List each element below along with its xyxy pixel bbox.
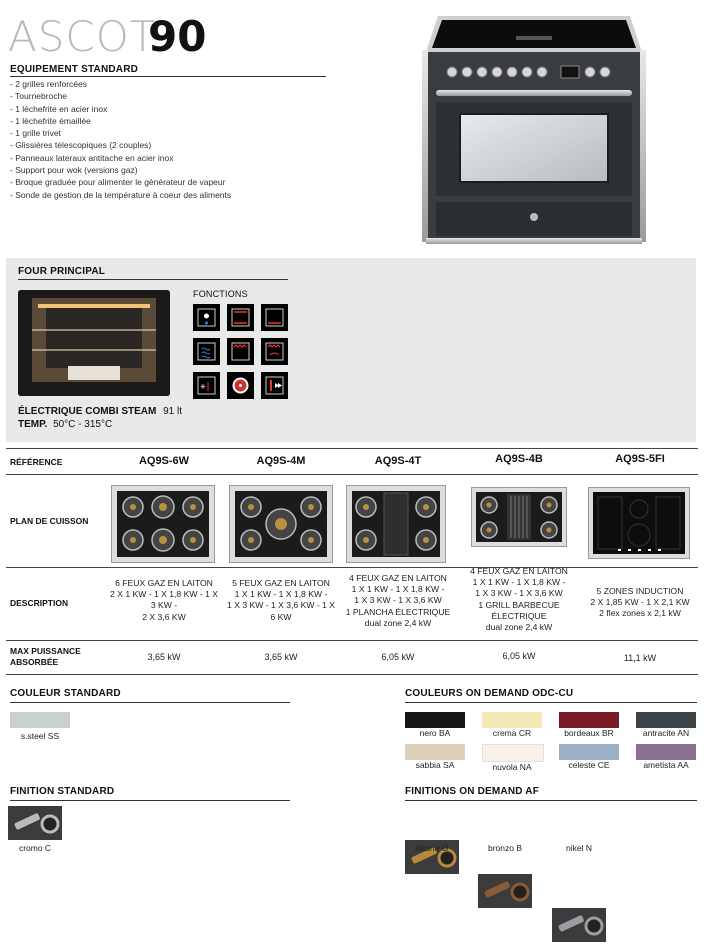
color-swatch-ss	[10, 712, 70, 728]
finish-label: ottone O	[415, 843, 449, 853]
oven-capacity: 91 lt	[163, 406, 183, 417]
description-col-4	[459, 566, 579, 633]
steam-icon	[193, 338, 220, 365]
color-label: nero BA	[419, 728, 451, 738]
temp-label: TEMP.	[18, 419, 48, 430]
equipment-item: - 1 lèchefrite en acier inox	[10, 103, 108, 114]
color-swatch	[559, 712, 619, 728]
hob-image-1	[111, 485, 215, 563]
color-option	[405, 744, 465, 772]
top-heat-icon	[227, 304, 254, 331]
desc-line: 6 FEUX GAZ EN LAITON	[115, 578, 213, 588]
power-col-2: 3,65 kW	[264, 652, 298, 662]
demand-finish-heading: FINITIONS ON DEMAND AF	[405, 786, 697, 801]
temp-value: 50°C - 315°C	[53, 419, 113, 430]
desc-line: 1 GRILL BARBECUE	[478, 599, 560, 610]
color-swatch	[482, 744, 544, 762]
model-size: 90	[148, 12, 207, 61]
functions-grid	[193, 304, 288, 399]
functions-label: FONCTIONS	[193, 289, 248, 299]
row-label-reference: RÉFÉRENCE	[10, 457, 63, 467]
main-oven-heading: FOUR PRINCIPAL	[18, 266, 288, 280]
knob-finish-image	[552, 908, 606, 942]
description-col-5	[580, 586, 700, 620]
desc-line: 6 KW	[270, 611, 292, 622]
color-label: sabbia SA	[415, 760, 455, 770]
hob-image-3	[346, 485, 446, 563]
range-cooker-image	[416, 6, 652, 248]
svg-text:✳: ✳	[200, 383, 206, 391]
probe-fast-icon	[261, 372, 288, 399]
color-option	[482, 744, 542, 772]
color-swatch	[636, 744, 696, 760]
color-label: bordeaux BR	[564, 728, 614, 738]
defrost-icon	[193, 372, 220, 399]
equipment-item: - Support pour wok (versions gaz)	[10, 165, 138, 176]
demand-colors-grid	[405, 712, 699, 772]
table-rule	[6, 674, 698, 675]
ref-col-1: AQ9S-6W	[138, 455, 190, 467]
description-col-3	[338, 573, 458, 629]
oven-temp-line	[18, 419, 112, 430]
ref-col-4: AQ9S-4B	[495, 453, 543, 465]
equipment-item: - Tournebroche	[10, 91, 68, 102]
ref-col-3: AQ9S-4T	[374, 455, 422, 467]
desc-line: 5 FEUX GAZ EN LAITON	[232, 578, 330, 588]
hob-image-2	[229, 485, 333, 563]
row-label-power: MAX PUISSANCE ABSORBÉE	[10, 646, 81, 667]
table-rule	[6, 448, 698, 449]
oven-type-line	[18, 406, 182, 417]
power-col-1: 3,65 kW	[147, 652, 181, 662]
color-option	[559, 744, 619, 772]
desc-line: 3 KW -	[150, 600, 178, 611]
desc-line: 2 flex zones x 2,1 kW	[599, 608, 681, 619]
table-rule	[6, 567, 698, 568]
desc-line: 1 PLANCHA ÉLECTRIQUE	[345, 606, 451, 617]
desc-line: 1 X 1 KW - 1 X 1,8 KW -	[351, 584, 445, 595]
equipment-item: - Sonde de gestion de la température à coeur des aliments	[10, 189, 232, 200]
equipment-item: - 2 grilles renforcées	[10, 79, 88, 89]
color-option	[482, 712, 542, 738]
desc-line: 1 X 1 KW - 1 X 1,8 KW -	[234, 589, 328, 600]
desc-line: 2 X 1,85 KW - 1 X 2,1 KW	[590, 597, 690, 608]
oven-type: ÉLECTRIQUE COMBI STEAM	[18, 406, 157, 417]
color-option	[636, 744, 696, 772]
desc-line: dual zone 2,4 kW	[485, 622, 553, 633]
description-col-1	[104, 578, 224, 623]
finish-label: bronzo B	[487, 843, 523, 853]
power-col-4: 6,05 kW	[502, 651, 536, 661]
ref-col-2: AQ9S-4M	[256, 455, 306, 467]
color-swatch	[405, 744, 465, 760]
table-rule	[6, 640, 698, 641]
desc-line: 5 ZONES INDUCTION	[596, 586, 684, 596]
color-label: antracite AN	[642, 728, 690, 738]
hob-image-5	[588, 487, 690, 559]
desc-line: 1 X 3 KW - 1 X 3,6 KW	[354, 595, 442, 606]
row-label-description: DESCRIPTION	[10, 598, 69, 608]
demand-colors-heading: COULEURS ON DEMAND ODC-CU	[405, 688, 697, 703]
color-label: ametista AA	[643, 760, 689, 770]
color-label: celeste CE	[568, 760, 610, 770]
power-col-5: 11,1 kW	[623, 653, 657, 663]
model-name: ASCOT	[8, 12, 157, 61]
color-swatch	[405, 712, 465, 728]
ref-col-5: AQ9S-5FI	[615, 453, 665, 465]
finish-label: nikel N	[566, 843, 592, 853]
color-label: s.steel SS	[20, 731, 60, 741]
fan-steam-icon	[193, 304, 220, 331]
grill-icon	[227, 338, 254, 365]
color-label: nuvola NA	[492, 762, 532, 772]
oven-interior-photo	[18, 290, 170, 396]
color-option	[636, 712, 696, 738]
standard-finish-heading: FINITION STANDARD	[10, 786, 290, 801]
color-option	[559, 712, 619, 738]
desc-line: ÉLECTRIQUE	[491, 610, 547, 621]
equipment-item: - Broque graduée pour alimenter le générateur de vapeur	[10, 177, 226, 188]
color-option	[405, 712, 465, 738]
hob-image-4	[471, 487, 567, 547]
description-col-2	[221, 578, 341, 623]
finish-label: cromo C	[18, 843, 52, 853]
desc-line: 4 FEUX GAZ EN LAITON	[349, 573, 447, 583]
desc-line: 1 X 3 KW - 1 X 3,6 KW	[475, 588, 563, 599]
knob-finish-image	[8, 806, 62, 840]
equipment-list	[10, 78, 330, 201]
desc-line: 1 X 3 KW - 1 X 3,6 KW - 1 X	[227, 600, 335, 611]
color-swatch	[636, 712, 696, 728]
equipment-heading: EQUIPEMENT STANDARD	[10, 64, 326, 77]
knob-finish-image	[478, 874, 532, 908]
equipment-item: - Panneaux lateraux antitache en acier inox	[10, 152, 174, 163]
fan-forced-icon	[227, 372, 254, 399]
grill-fan-icon	[261, 338, 288, 365]
row-label-plan: PLAN DE CUISSON	[10, 516, 89, 526]
equipment-item: - 1 grille trivet	[10, 128, 62, 139]
color-swatch	[482, 712, 542, 728]
desc-line: 2 X 1 KW - 1 X 1,8 KW - 1 X	[110, 589, 218, 600]
desc-line: 2 X 3,6 KW	[142, 611, 186, 622]
table-rule	[6, 474, 698, 475]
desc-line: dual zone 2,4 kW	[364, 617, 432, 628]
power-col-3: 6,05 kW	[381, 652, 415, 662]
standard-color-heading: COULEUR STANDARD	[10, 688, 290, 703]
color-swatch	[559, 744, 619, 760]
desc-line: 4 FEUX GAZ EN LAITON	[470, 566, 568, 576]
equipment-item: - Glissières télescopiques (2 couples)	[10, 140, 152, 151]
color-label: crema CR	[492, 728, 532, 738]
desc-line: 1 X 1 KW - 1 X 1,8 KW -	[472, 577, 566, 588]
bottom-heat-icon	[261, 304, 288, 331]
equipment-item: - 1 lèchefrite émaillée	[10, 115, 91, 126]
